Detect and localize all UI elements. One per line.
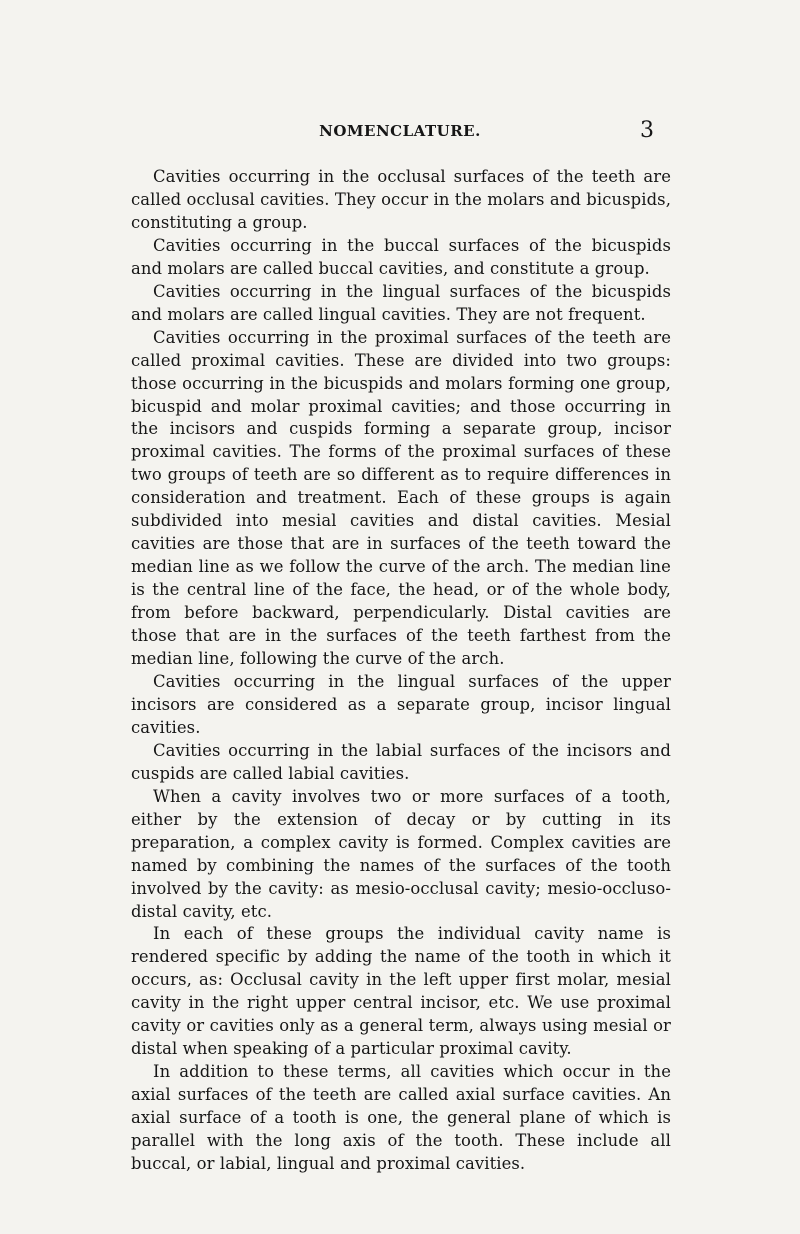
paragraph-incisor-lingual: Cavities occurring in the lingual surfaces of the upper incisors are considered as a separate group, incisor lingual cavities. bbox=[131, 671, 671, 737]
body-text bbox=[131, 166, 671, 1176]
running-head bbox=[0, 118, 800, 148]
paragraph-axial: In addition to these terms, all cavities which occur in the axial surfaces of the teeth are called axial surface cavities. An axial surface of a tooth is one, the general plane of which is parallel with the long axis of the tooth. These include all buccal, or labial, lingual and proximal cavities. bbox=[131, 1062, 671, 1173]
paragraph-lingual: Cavities occurring in the lingual surfaces of the bicuspids and molars are called lingual cavities. They are not frequent. bbox=[131, 281, 671, 324]
page-number: 3 bbox=[640, 118, 654, 143]
paragraph-buccal: Cavities occurring in the buccal surfaces of the bicuspids and molars are called buccal cavities, and constitute a group. bbox=[131, 235, 671, 278]
paragraph-occlusal: Cavities occurring in the occlusal surfaces of the teeth are called occlusal cavities. They occur in the molars and bicuspids, constituting a group. bbox=[131, 167, 672, 232]
paragraph-proximal: Cavities occurring in the proximal surfaces of the teeth are called proximal cavities. These are divided into two groups: those occurring in the bicuspids and molars forming one group, bicuspid and molar proximal cavities; and those occurring in the incisors and cuspids forming a separate group, incisor proximal cavities. The forms of the proximal surfaces of these two groups of teeth are so different as to require differences in consideration and treatment. Each of these groups is again subdivided into mesial cavities and distal cavities. Mesial cavities are those that are in surfaces of the teeth toward the median line as we follow the curve of the arch. The median line is the central line of the face, the head, or of the whole body, from before backward, perpendicularly. Distal cavities are those that are in the surfaces of the teeth farthest from the median line, following the curve of the arch. bbox=[131, 327, 671, 669]
running-title: NOMENCLATURE. bbox=[319, 122, 481, 140]
paragraph-complex: When a cavity involves two or more surfaces of a tooth, either by the extension of decay or by cutting in its preparation, a complex cavity is formed. Complex cavities are named by combining the names of the surfaces of the tooth involved by the cavity: as mesio-occlusal cavity; mesio-occluso-distal cavity, etc. bbox=[131, 786, 671, 921]
paragraph-specific-names: In each of these groups the individual cavity name is rendered specific by adding the name of the tooth in which it occurs, as: Occlusal cavity in the left upper first molar, mesial cavity in the right upper central incisor, etc. We use proximal cavity or cavities only as a general term, always using mesial or distal when speaking of a particular proximal cavity. bbox=[131, 924, 671, 1059]
paragraph-labial: Cavities occurring in the labial surfaces of the incisors and cuspids are called labial cavities. bbox=[131, 740, 671, 783]
